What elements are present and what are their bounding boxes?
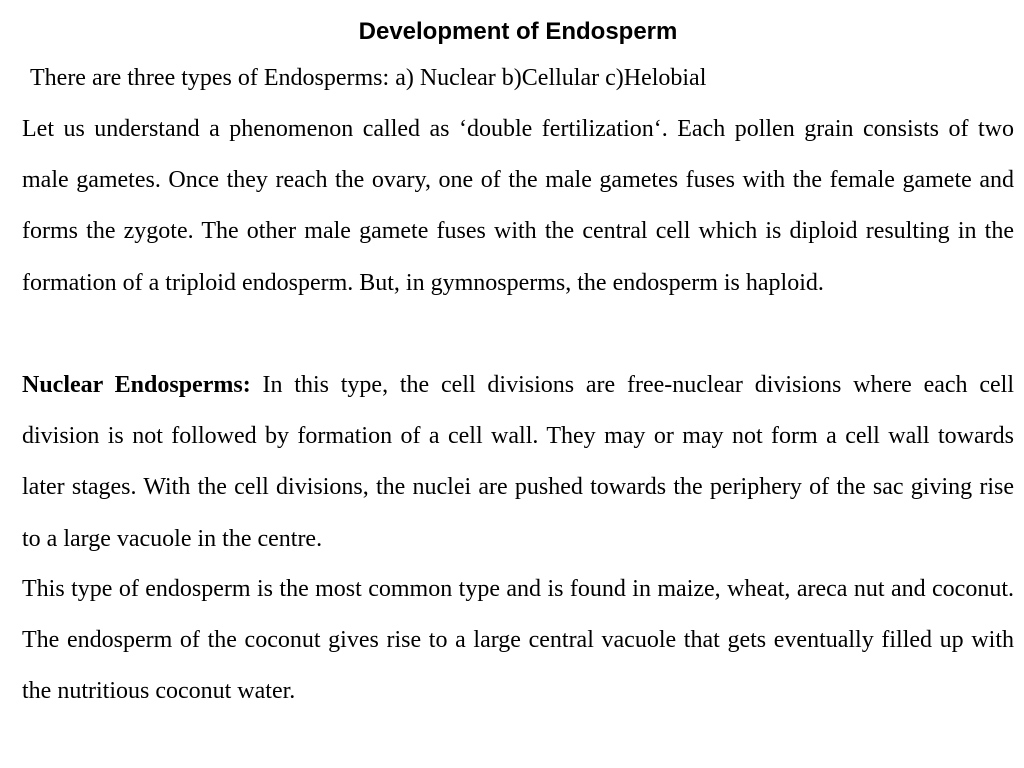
paragraph-text: Let us understand a phenomenon called as ‘double fertilization‘. Each pollen grain consists of two male gametes. Once they reach the ovary, one of the male gametes fuses with the female gamete and forms the zygote. The other male gamete fuses with the central cell which is diploid resulting in the formation of a triploid endosperm. But, in gymnosperms, the endosperm is haploid. bbox=[22, 116, 1014, 296]
paragraph-text: In this type, the cell divisions are free-nuclear divisions where each cell division is not followed by formation of a cell wall. They may or may not form a cell wall towards later stages. With the cell divisions, the nuclei are pushed towards the periphery of the sac giving rise to a large vacuole in the centre. bbox=[22, 372, 1014, 552]
paragraph-heading: Nuclear Endosperms: bbox=[22, 372, 251, 398]
paragraph-common-type bbox=[22, 564, 1014, 718]
paragraph-nuclear-endosperms bbox=[22, 360, 1014, 565]
paragraph-double-fertilization bbox=[22, 104, 1014, 309]
paragraph-text: This type of endosperm is the most common type and is found in maize, wheat, areca nut and coconut. The endosperm of the coconut gives rise to a large central vacuole that gets eventually filled up with the nutritious coconut water. bbox=[22, 576, 1014, 705]
intro-line: There are three types of Endosperms: a) Nuclear b)Cellular c)Helobial bbox=[30, 65, 707, 91]
page-title: Development of Endosperm bbox=[358, 18, 678, 45]
